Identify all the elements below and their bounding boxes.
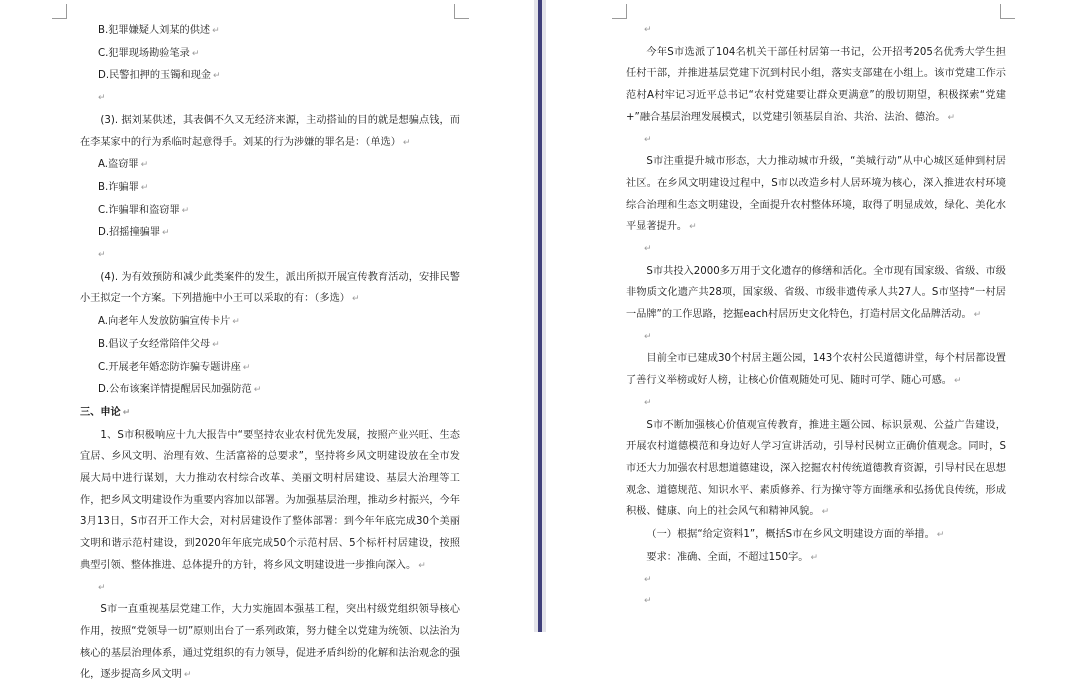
- margin-corner-mark: [612, 4, 627, 19]
- page-text-left[interactable]: [80, 20, 460, 687]
- document-page-right: [546, 0, 1080, 632]
- paragraph: (3). 据刘某供述，其表偶不久又无经济来源，主动搭讪的目的就是想骗点钱，而在李某家中的行为系临时起意得手。刘某的行为涉嫌的罪名是：（单选） ↵: [80, 110, 460, 154]
- document-page-left: [0, 0, 534, 681]
- paragraph-mark: ↵: [644, 134, 652, 145]
- paragraph-mark: ↵: [98, 250, 106, 261]
- option-item: B.倡议子女经常陪伴父母 ↵: [80, 334, 460, 357]
- option-item: D.招摇撞骗罪 ↵: [80, 222, 460, 245]
- paragraph: S市不断加强核心价值观宣传教育，推进主题公园、标识景观、公益广告建设，开展农村道德模范和身边好人学习宣讲活动，引导村民树立正确价值观念。同时，S市还大力加强农村思想道德建设，深入挖掘农村传统道德教育资源，引导村民在思想观念、道德规范、知识水平、素质修养、行为操守等方面继承和弘扬优良传统，形成积极、健康、向上的社会风气和精神风貌。 ↵: [626, 415, 1006, 525]
- paragraph-mark: ↵: [644, 244, 652, 254]
- paragraph: 要求：准确、全面，不超过150字。 ↵: [626, 547, 1006, 570]
- paragraph-mark: ↵: [644, 25, 652, 35]
- option-item: C.诈骗罪和盗窃罪 ↵: [80, 200, 460, 223]
- paragraph: 目前全市已建成30个村居主题公园，143个农村公民道德讲堂，每个村居都设置了善行义举榜或好人榜，让核心价值观随处可见、随时可学、随心可感。 ↵: [626, 348, 1006, 392]
- paragraph-mark: ↵: [98, 582, 106, 593]
- paragraph: (4). 为有效预防和减少此类案件的发生，派出所拟开展宣传教育活动，安排民警小王拟定一个方案。下列措施中小王可以采取的有：（多选） ↵: [80, 267, 460, 311]
- page-divider: [534, 0, 546, 632]
- paragraph-mark: ↵: [644, 596, 652, 607]
- margin-corner-mark: [52, 4, 67, 19]
- option-item: D.公布该案详情提醒居民加强防范 ↵: [80, 379, 460, 402]
- paragraph: 1、S市积极响应十九大报告中“要坚持农业农村优先发展，按照产业兴旺、生态宜居、乡风文明、治理有效、生活富裕的总要求”，坚持将乡风文明建设放在全市发展大局中进行谋划，大力推动农村综合改革、美丽文明村居建设、基层大治理等工作，把乡风文明建设作为重要内容加以部署。为加强基层治理，推动乡村振兴，今年3月13日，S市召开工作大会，对村居建设作了整体部署：到今年年底完成30个美丽文明和谐示范村建设，到2020年年底完成50个示范村居、5个标杆村居建设，按照典型引领、整体推进、总体提升的方针，将乡风文明建设进一步推向深入。 ↵: [80, 425, 460, 578]
- margin-corner-mark: [1000, 4, 1015, 19]
- paragraph-mark: ↵: [644, 331, 652, 342]
- paragraph: （一）根据“给定资料1”，概括S市在乡风文明建设方面的举措。 ↵: [626, 524, 1006, 547]
- option-item: C.开展老年婚恋防诈骗专题讲座 ↵: [80, 357, 460, 380]
- paragraph: 今年S市选派了104名机关干部任村居第一书记，公开招考205名优秀大学生担任村干部，并推进基层党建下沉到村民小组，落实支部建在小组上。该市党建工作示范村A村牢记习近平总书记“农村党建要让群众更满意”的殷切期望，积极探索“党建+”融合基层治理发展模式，以党建引领基层自治、共治、法治、德治。 ↵: [626, 42, 1006, 130]
- paragraph: S市一直重视基层党建工作，大力实施固本强基工程，突出村级党组织领导核心作用，按照“党领导一切”原则出台了一系列政策，努力健全以党建为统领、以法治为核心的基层治理体系，通过党组织的有力领导，促进矛盾纠纷的化解和法治观念的强化，逐步提高乡风文明 ↵: [80, 599, 460, 687]
- option-item: B.犯罪嫌疑人刘某的供述 ↵: [80, 20, 460, 43]
- page-text-right[interactable]: [626, 20, 1006, 613]
- option-item: A.盗窃罪 ↵: [80, 154, 460, 177]
- option-item: C.犯罪现场勘验笔录 ↵: [80, 43, 460, 66]
- paragraph: S市注重提升城市形态，大力推动城市升级，“美城行动”从中心城区延伸到村居社区。在乡风文明建设过程中，S市以改造乡村人居环境为核心，深入推进农村环境综合治理和生态文明建设，全面提升农村整体环境，取得了明显成效，绿化、美化水平显著提升。 ↵: [626, 151, 1006, 239]
- option-item: A.向老年人发放防骗宣传卡片 ↵: [80, 311, 460, 334]
- option-item: D.民警扣押的玉镯和现金 ↵: [80, 65, 460, 88]
- paragraph: S市共投入2000多万用于文化遗存的修缮和活化。全市现有国家级、省级、市级非物质文化遗产共28项，国家级、省级、市级非遗传承人共27人。S市坚持“一村居一品牌”的工作思路，挖掘each村居历史文化特色，打造村居文化品牌活动。 ↵: [626, 261, 1006, 327]
- margin-corner-mark: [454, 4, 469, 19]
- paragraph-mark: ↵: [644, 574, 652, 585]
- option-item: B.诈骗罪 ↵: [80, 177, 460, 200]
- paragraph-mark: ↵: [98, 93, 106, 104]
- section-heading: 三、申论 ↵: [80, 402, 460, 425]
- paragraph-mark: ↵: [644, 397, 652, 408]
